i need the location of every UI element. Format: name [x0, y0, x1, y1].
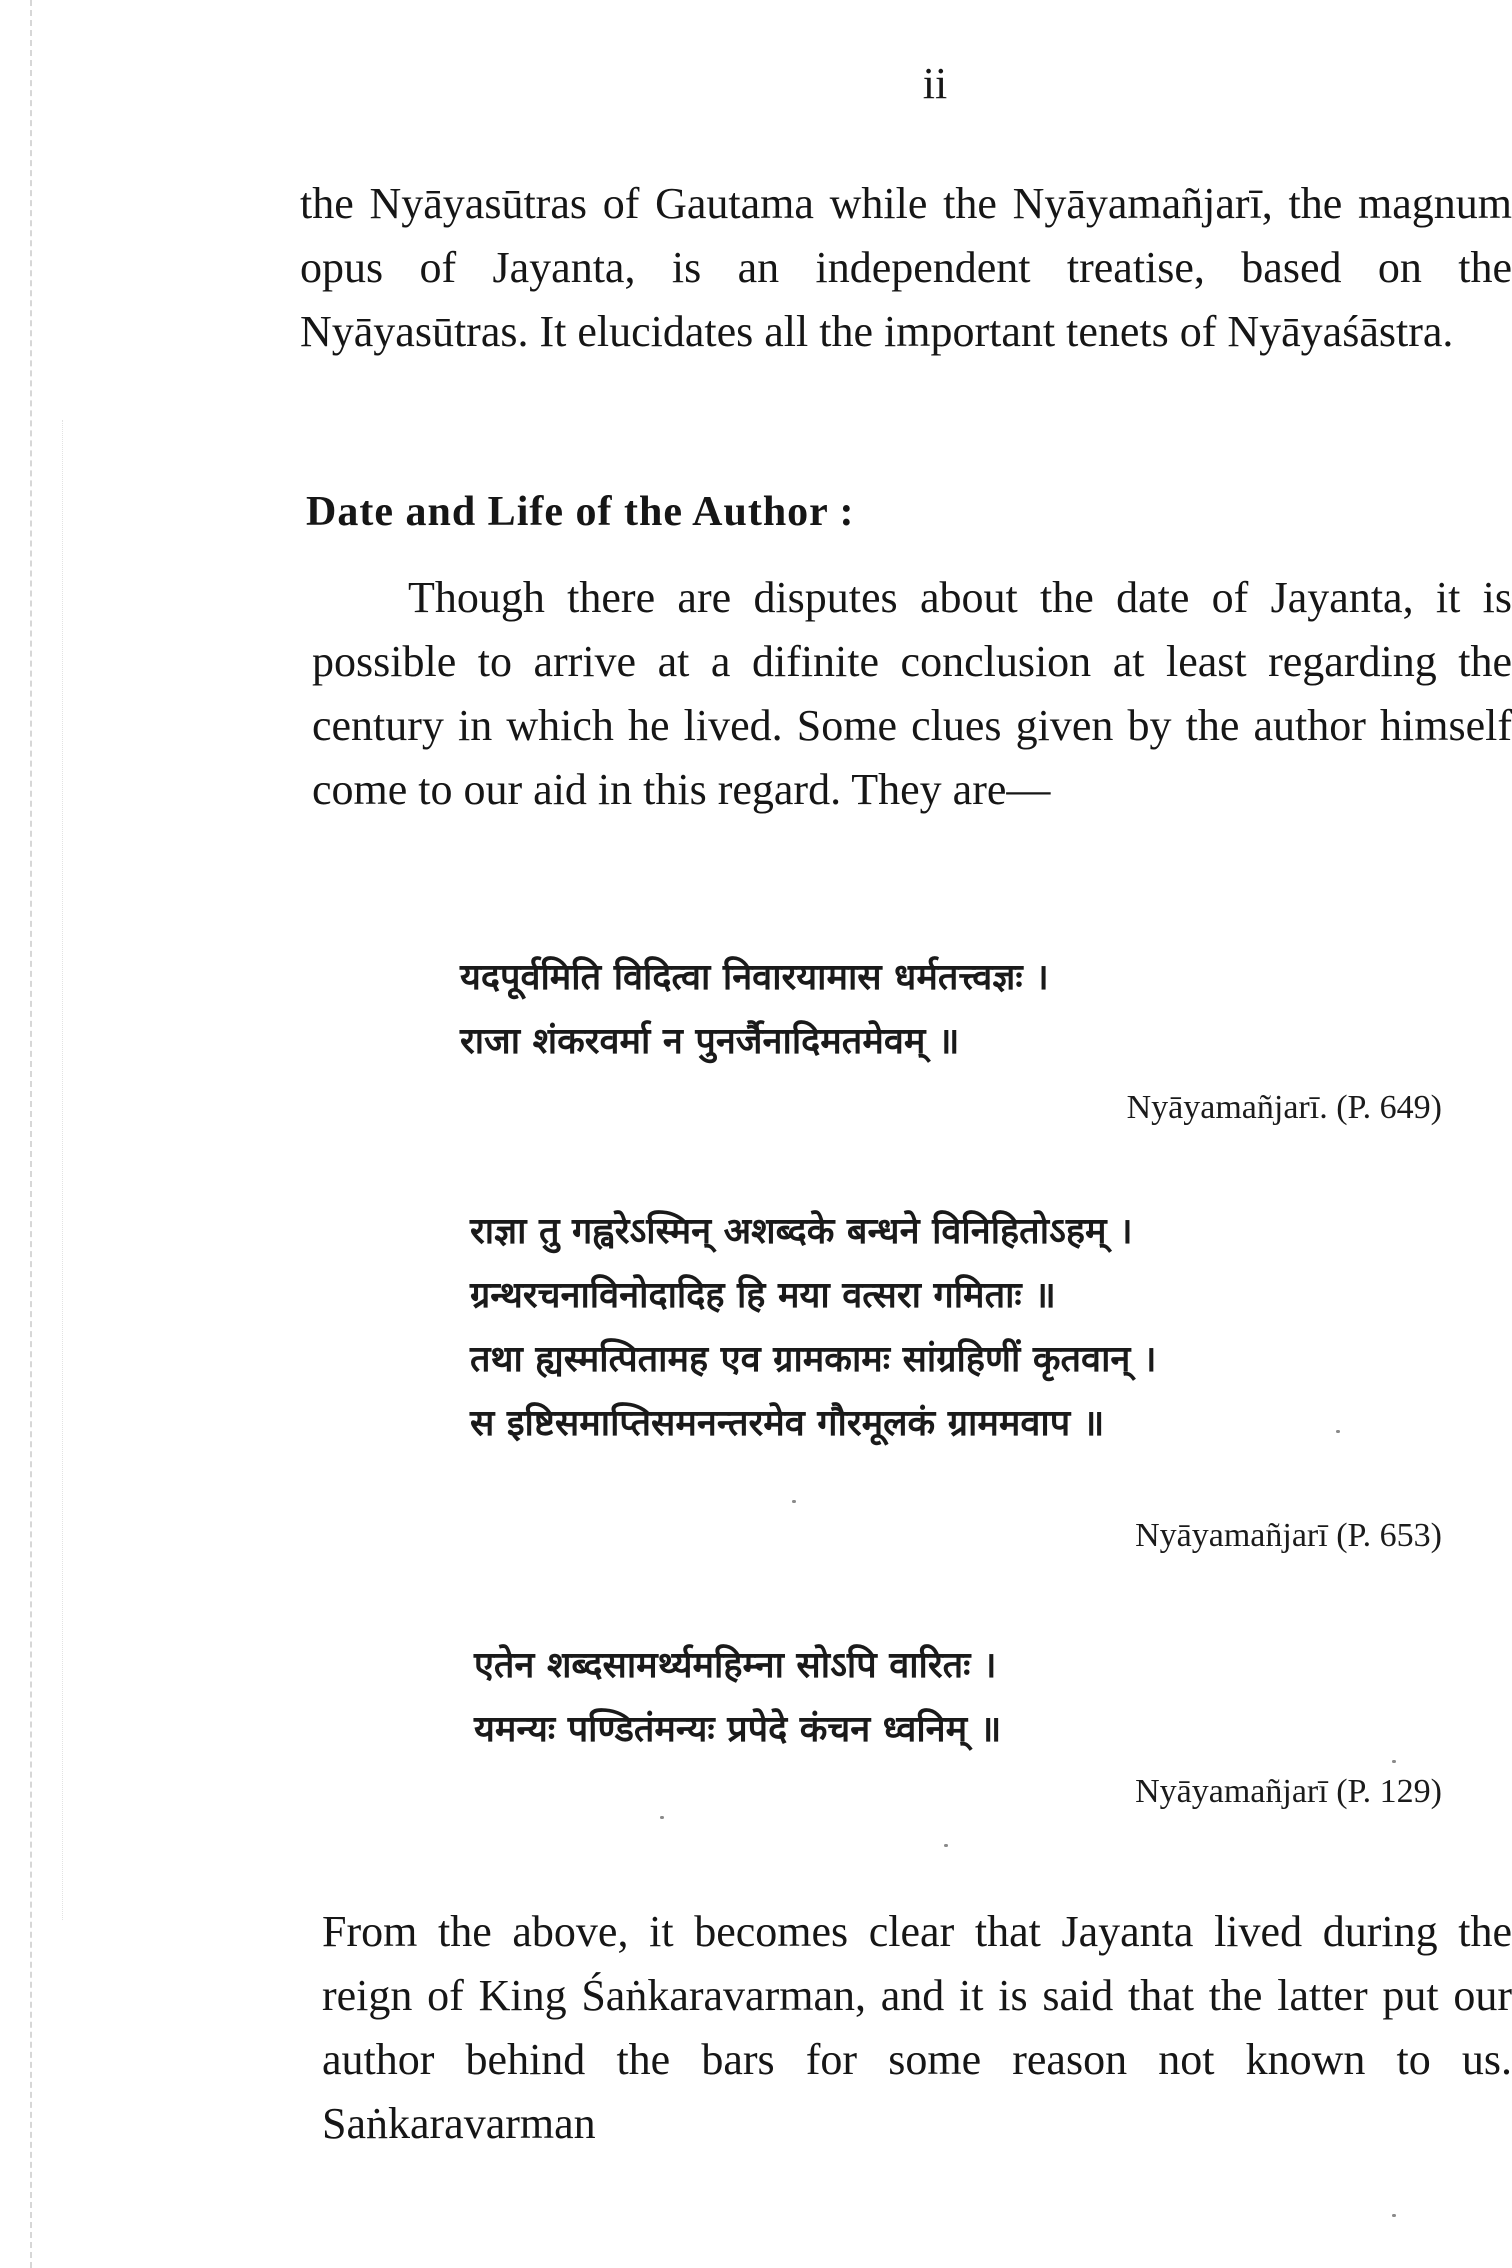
citation-3: Nyāyamañjarī (P. 129) [1135, 1773, 1442, 1810]
body-paragraph: Though there are disputes about the date of Jayanta, it is possible to arrive at a difinite conclusion at least regarding the century in which he lived. Some clues given by the author himself come to our aid in this regard. They are— [312, 573, 1512, 814]
scan-speck [944, 1844, 948, 1847]
sanskrit-verse-3 [474, 1634, 1484, 1762]
section-heading: Date and Life of the Author : [306, 489, 855, 535]
sanskrit-verse-1 [460, 946, 1470, 1074]
verse-line: ग्रन्थरचनाविनोदादिह हि मया वत्सरा गमिताः ॥ [470, 1275, 1056, 1316]
verse-line: यमन्यः पण्डितंमन्यः प्रपेदे कंचन ध्वनिम् ॥ [474, 1709, 1002, 1750]
verse-line: स इष्टिसमाप्तिसमनन्तरमेव गौरमूलकं ग्राममवाप ॥ [470, 1403, 1105, 1444]
binding-edge-inner [62, 420, 63, 1920]
scan-speck [660, 1816, 664, 1819]
verse-line: यदपूर्वमिति विदित्वा निवारयामास धर्मतत्त्वज्ञः । [460, 957, 1049, 998]
citation-2: Nyāyamañjarī (P. 653) [1135, 1517, 1442, 1554]
verse-line: राजा शंकरवर्मा न पुनर्जैनादिमतमेवम् ॥ [460, 1021, 960, 1062]
scan-speck [1392, 2214, 1396, 2217]
closing-paragraph: From the above, it becomes clear that Jayanta lived during the reign of King Śaṅkaravarman, and it is said that the latter put our author behind the bars for some reason not known to us. Saṅkaravarman [322, 1907, 1512, 2148]
verse-line: तथा ह्यस्मत्पितामह एव ग्रामकामः सांग्रहिणीं कृतवान् । [470, 1339, 1157, 1380]
scan-speck [792, 1500, 796, 1503]
verse-line: एतेन शब्दसामर्थ्यमहिम्ना सोऽपि वारितः । [474, 1645, 997, 1686]
intro-paragraph: the Nyāyasūtras of Gautama while the Nyāyamañjarī, the magnum opus of Jayanta, is an independent treatise, based on the Nyāyasūtras. It elucidates all the important tenets of Nyāyaśāstra. [300, 179, 1512, 356]
binding-edge [30, 0, 32, 2268]
scan-speck [1336, 1430, 1340, 1433]
scan-speck [1392, 1760, 1396, 1763]
citation-1: Nyāyamañjarī. (P. 649) [1126, 1089, 1442, 1126]
page-number: ii [922, 59, 948, 108]
sanskrit-verse-2 [470, 1200, 1480, 1456]
verse-line: राज्ञा तु गह्वरेऽस्मिन् अशब्दके बन्धने विनिहितोऽहम् । [470, 1211, 1133, 1252]
